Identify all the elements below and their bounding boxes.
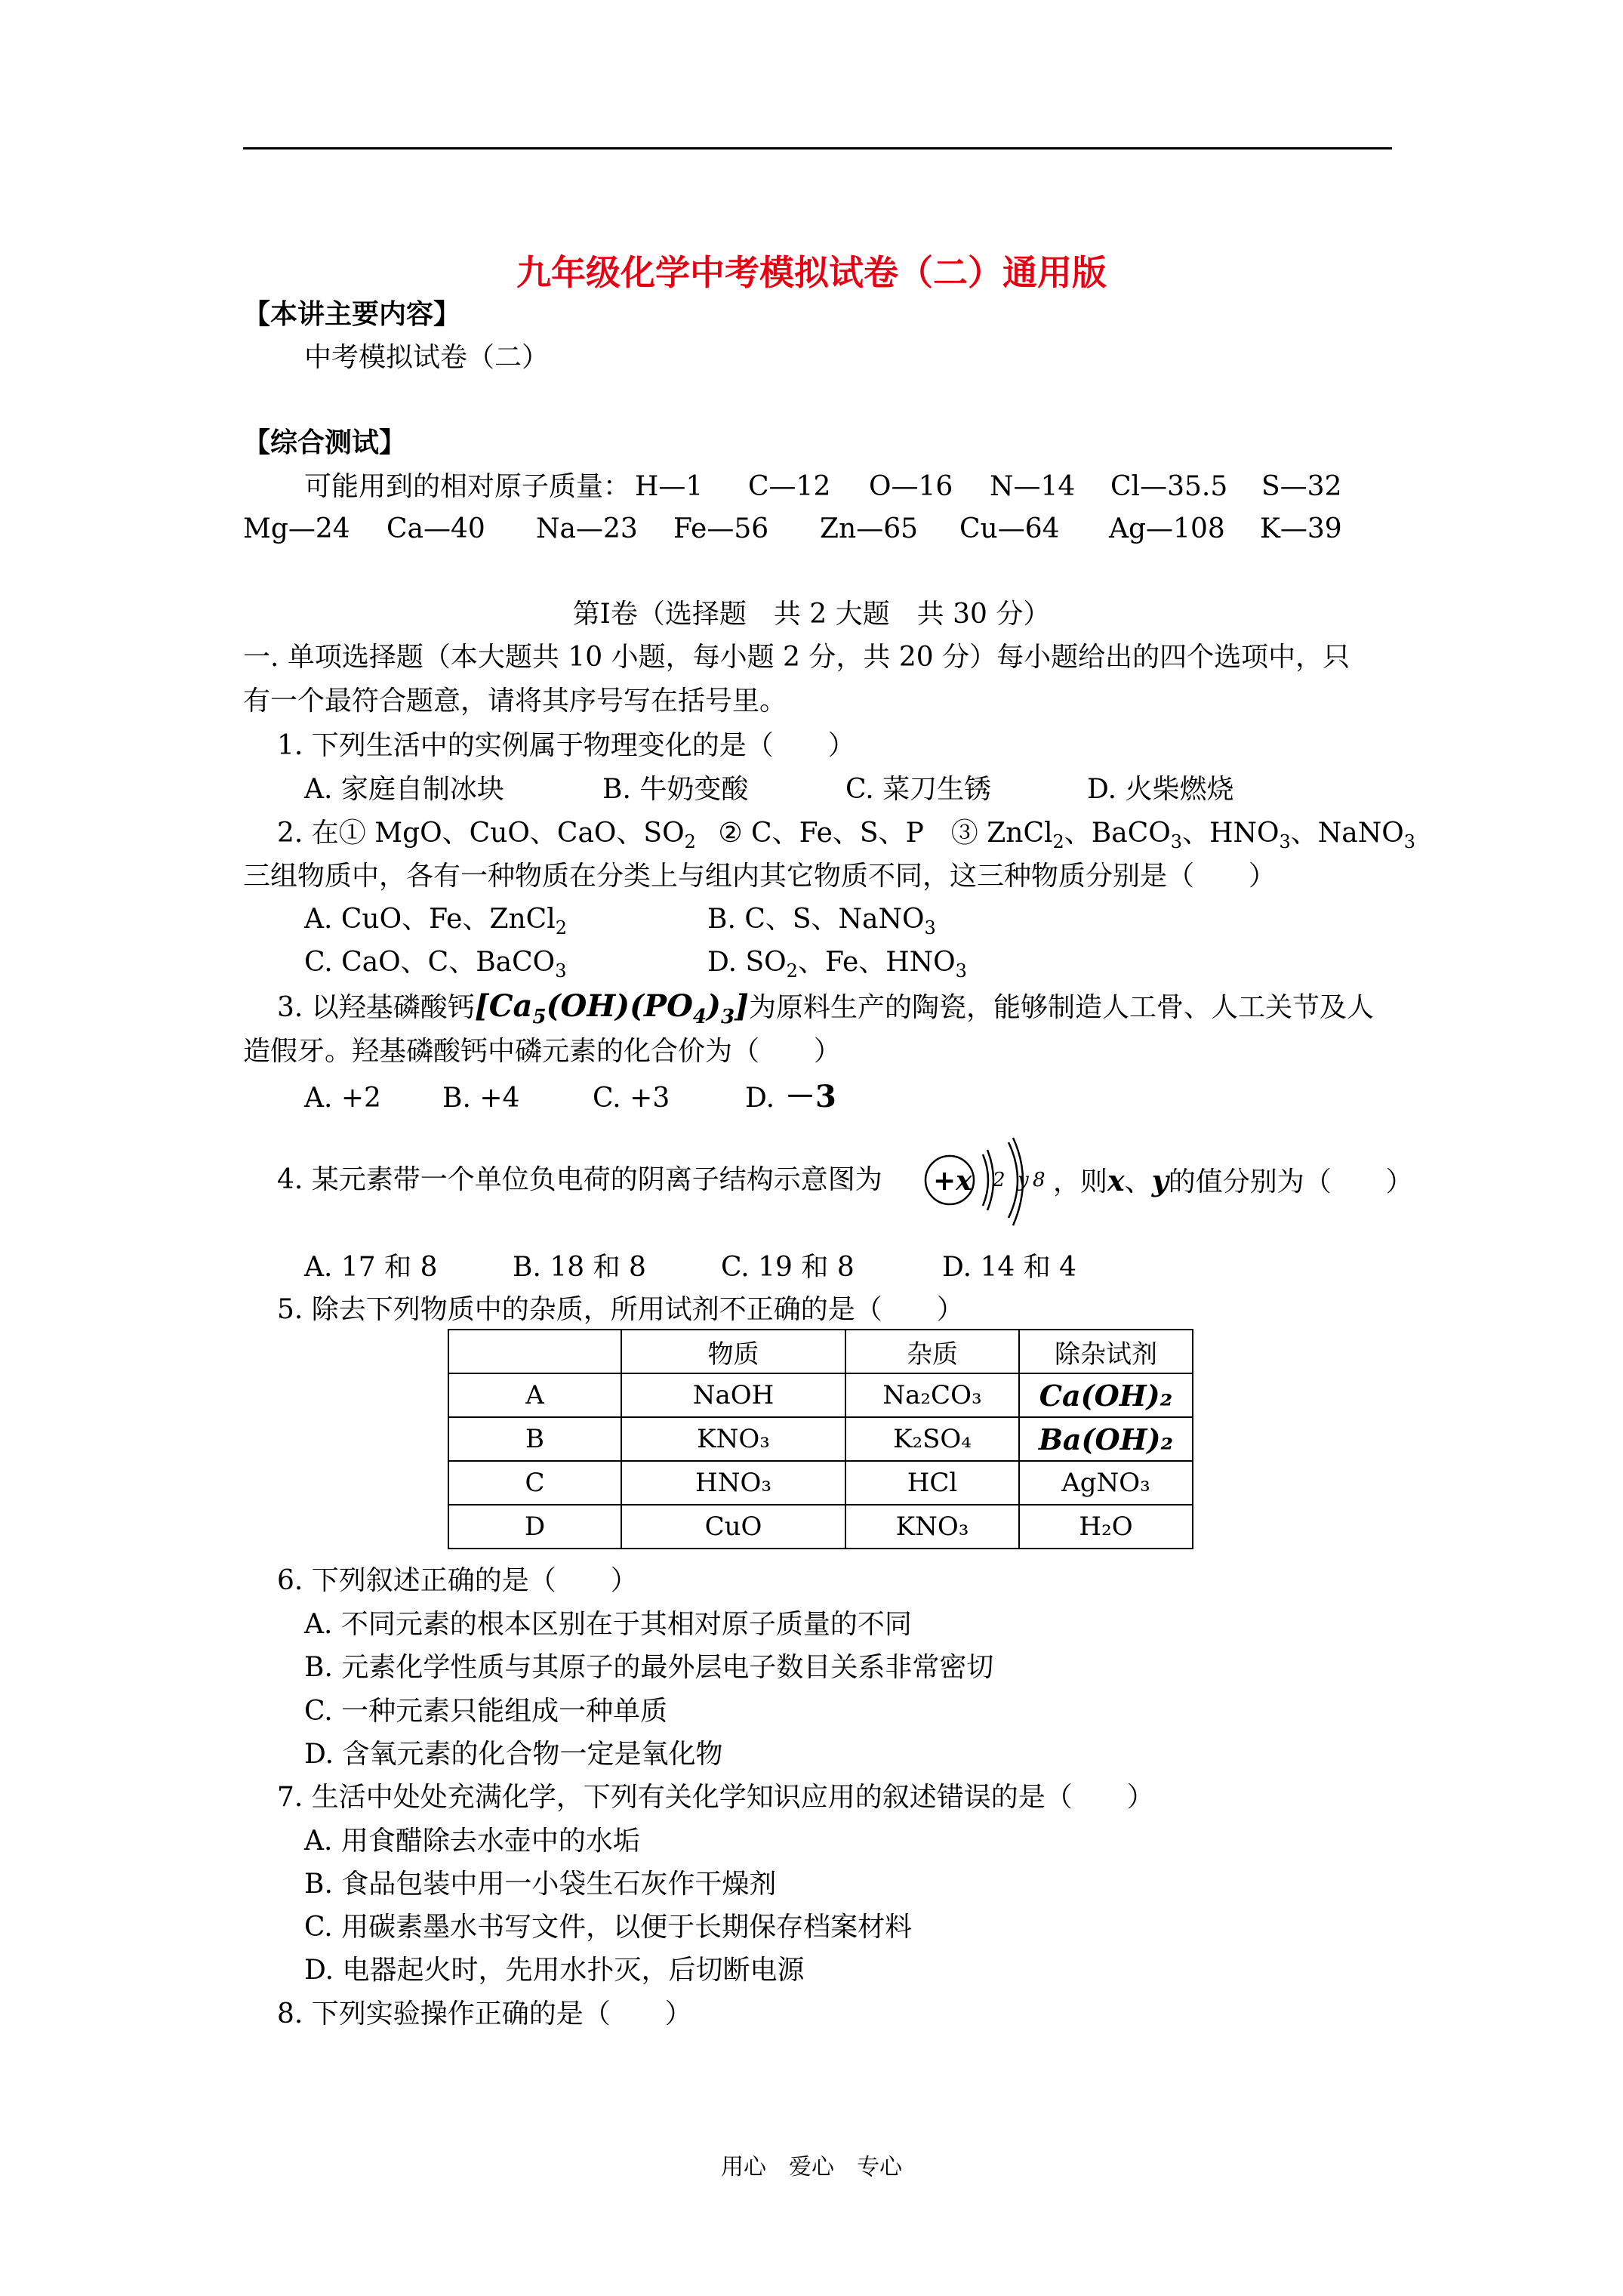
q6-option-a: A. 不同元素的根本区别在于其相对原子质量的不同 [304, 1609, 912, 1640]
subscript: 3 [955, 960, 967, 982]
q4-stem-b [1053, 1163, 1413, 1197]
option-c: C. 19 和 8 [721, 1252, 855, 1283]
atomic-mass: Ag—108 [1109, 513, 1225, 544]
q1-stem: 1. 下列生活中的实例属于物理变化的是（ ） [277, 730, 855, 761]
row-label: B [448, 1417, 621, 1461]
q6-option-c: C. 一种元素只能组成一种单质 [304, 1696, 668, 1727]
table-header-cell: 除杂试剂 [1019, 1330, 1193, 1373]
option-b: B. 18 和 8 [513, 1252, 646, 1283]
q4-sep: 、 [1124, 1166, 1152, 1197]
table-row [448, 1461, 1193, 1505]
q4-stem-part: 的值分别为（ ） [1168, 1166, 1413, 1197]
subscript: 3 [1279, 831, 1291, 853]
atomic-mass: Cu—64 [959, 513, 1060, 544]
electron-shell-arc [1009, 1142, 1018, 1218]
option-d: D. 火柴燃烧 [1087, 774, 1234, 805]
q4-options [304, 1254, 1076, 1281]
part1-instructions-line1: 一. 单项选择题（本大题共 10 小题，每小题 2 分，共 20 分）每小题给出的四个选项中，只 [243, 642, 1350, 673]
test-heading: 【综合测试】 [243, 427, 407, 458]
table-header-cell: 杂质 [845, 1330, 1019, 1373]
atomic-mass-row2 [243, 513, 1342, 544]
option-b: B. 牛奶变酸 [602, 774, 749, 805]
option-c: C. CaO、C、BaCO [304, 947, 556, 978]
subscript: 3 [720, 1006, 735, 1028]
reagent-cell: AgNO₃ [1019, 1461, 1193, 1505]
part1-instructions-line2: 有一个最符合题意，请将其序号写在括号里。 [243, 686, 787, 717]
subscript: 3 [1170, 831, 1183, 853]
atomic-mass: H—1 [635, 471, 704, 502]
table-header-row [448, 1330, 1193, 1373]
option-b: B. +4 [442, 1083, 520, 1114]
q3-stem [277, 988, 1374, 1028]
atomic-mass: Mg—24 [243, 513, 350, 544]
reagent-cell: Ba(OH)₂ [1019, 1417, 1193, 1461]
table-row [448, 1417, 1193, 1461]
q2-option-b [707, 906, 936, 937]
atomic-mass: Ca—40 [387, 513, 485, 544]
q2-option-a [304, 906, 567, 937]
q7-option-d: D. 电器起火时，先用水扑灭，后切断电源 [304, 1955, 805, 1986]
subscript: 2 [684, 831, 696, 853]
main-content-heading: 【本讲主要内容】 [243, 298, 461, 330]
substance-cell: CuO [621, 1505, 845, 1549]
q3-stem-line2: 造假牙。羟基磷酸钙中磷元素的化合价为（ ） [243, 1036, 842, 1067]
atomic-mass: Cl—35.5 [1110, 471, 1228, 502]
impurity-table [448, 1329, 1193, 1549]
subscript: 3 [555, 960, 567, 982]
q4-stem-part: ，则 [1053, 1166, 1108, 1197]
atomic-mass: K—39 [1260, 513, 1342, 544]
subscript: 2 [1052, 831, 1064, 853]
option-c: C. 菜刀生锈 [845, 774, 992, 805]
page-title: 九年级化学中考模拟试卷（二）通用版 [516, 252, 1107, 293]
option-d: D. [745, 1083, 775, 1114]
q2-stem-part: 、HNO [1182, 818, 1280, 849]
reagent-cell: H₂O [1019, 1505, 1193, 1549]
page-footer: 用心 爱心 专心 [721, 2154, 902, 2180]
option-d: D. SO [707, 947, 787, 978]
atomic-mass: S—32 [1261, 471, 1342, 502]
hydroxyapatite-formula: $[Ca_5(OH)(PO_4)_3]$ [474, 988, 749, 1028]
q2-option-d [707, 949, 967, 980]
row-label: D [448, 1505, 621, 1549]
q7-option-a: A. 用食醋除去水壶中的水垢 [304, 1826, 640, 1857]
subscript: 2 [555, 917, 567, 939]
q7-stem: 7. 生活中处处充满化学，下列有关化学知识应用的叙述错误的是（ ） [277, 1782, 1154, 1813]
q6-option-d: D. 含氧元素的化合物一定是氧化物 [304, 1739, 723, 1770]
q2-option-c [304, 949, 566, 980]
table-header-cell [448, 1330, 621, 1373]
q6-option-b: B. 元素化学性质与其原子的最外层电子数目关系非常密切 [304, 1652, 994, 1683]
option-d-value: －3 [785, 1079, 836, 1114]
q3-stem-part: 3. 以羟基磷酸钙 [277, 992, 475, 1023]
atomic-mass: N—14 [990, 471, 1076, 502]
option-a: A. 家庭自制冰块 [304, 774, 504, 805]
q4-stem-a: 4. 某元素带一个单位负电荷的阴离子结构示意图为 [277, 1164, 882, 1195]
q1-options [304, 776, 1233, 803]
row-label: A [448, 1373, 621, 1417]
table-header-cell: 物质 [621, 1330, 845, 1373]
option-a: A. CuO、Fe、ZnCl [304, 904, 556, 935]
q2-stem [277, 820, 1415, 851]
atomic-mass-row1 [304, 473, 1342, 501]
q8-stem: 8. 下列实验操作正确的是（ ） [277, 1999, 692, 2029]
table-row [448, 1505, 1193, 1549]
q7-option-c: C. 用碳素墨水书写文件，以便于长期保存档案材料 [304, 1912, 913, 1943]
impurity-cell: HCl [845, 1461, 1019, 1505]
option-d: D. 14 和 4 [942, 1252, 1077, 1283]
substance-cell: HNO₃ [621, 1461, 845, 1505]
atomic-mass: Zn—65 [820, 513, 919, 544]
variable-x: x [1107, 1163, 1125, 1197]
nucleus-charge-label: +x [933, 1165, 972, 1197]
electron-count-label: 2 [993, 1169, 1006, 1191]
option-a: A. +2 [304, 1083, 381, 1114]
reagent-cell: Ca(OH)₂ [1019, 1373, 1193, 1417]
option-b: B. C、S、NaNO [707, 904, 925, 935]
option-c: C. +3 [593, 1083, 670, 1114]
q2-stem-line2: 三组物质中，各有一种物质在分类上与组内其它物质不同，这三种物质分别是（ ） [243, 861, 1277, 892]
atomic-mass: C—12 [748, 471, 831, 502]
atomic-mass: Na—23 [536, 513, 638, 544]
substance-cell: NaOH [621, 1373, 845, 1417]
subscript: 3 [1403, 831, 1416, 853]
impurity-cell: Na₂CO₃ [845, 1373, 1019, 1417]
q2-stem-part: 2. 在① MgO、CuO、CaO、SO [277, 818, 685, 849]
row-label: C [448, 1461, 621, 1505]
q3-stem-part: 为原料生产的陶瓷，能够制造人工骨、人工关节及人 [748, 992, 1374, 1023]
table-row [448, 1373, 1193, 1417]
header-rule [243, 147, 1392, 149]
subscript: 2 [786, 960, 798, 982]
atomic-mass: O—16 [869, 471, 953, 502]
q2-stem-part: 、BaCO [1064, 818, 1171, 849]
subscript: 3 [924, 917, 936, 939]
impurity-cell: KNO₃ [845, 1505, 1019, 1549]
q7-option-b: B. 食品包装中用一小袋生石灰作干燥剂 [304, 1869, 777, 1900]
q2-stem-part: ② C、Fe、S、P ③ ZnCl [718, 818, 1053, 849]
subscript: 4 [692, 1006, 707, 1028]
substance-cell: KNO₃ [621, 1417, 845, 1461]
subscript: 5 [532, 1006, 547, 1028]
impurity-cell: K₂SO₄ [845, 1417, 1019, 1461]
q5-stem: 5. 除去下列物质中的杂质，所用试剂不正确的是（ ） [277, 1294, 964, 1325]
atomic-mass: Fe—56 [673, 513, 769, 544]
q3-options [304, 1079, 836, 1114]
electron-count-label: y [1018, 1169, 1029, 1191]
option-d-rest: 、Fe、HNO [797, 947, 956, 978]
variable-y: y [1151, 1163, 1169, 1197]
section1-title: 第Ⅰ卷（选择题 共 2 大题 共 30 分） [572, 599, 1051, 630]
electron-count-label: 8 [1033, 1169, 1046, 1191]
main-content-text: 中考模拟试卷（二） [304, 342, 550, 373]
ion-structure-diagram [921, 1136, 1049, 1234]
electron-shell-arc [983, 1154, 988, 1206]
option-a: A. 17 和 8 [304, 1252, 438, 1283]
q6-stem: 6. 下列叙述正确的是（ ） [277, 1565, 638, 1596]
q2-stem-part: 、NaNO [1290, 818, 1404, 849]
atomic-mass-label: 可能用到的相对原子质量： [304, 471, 631, 502]
